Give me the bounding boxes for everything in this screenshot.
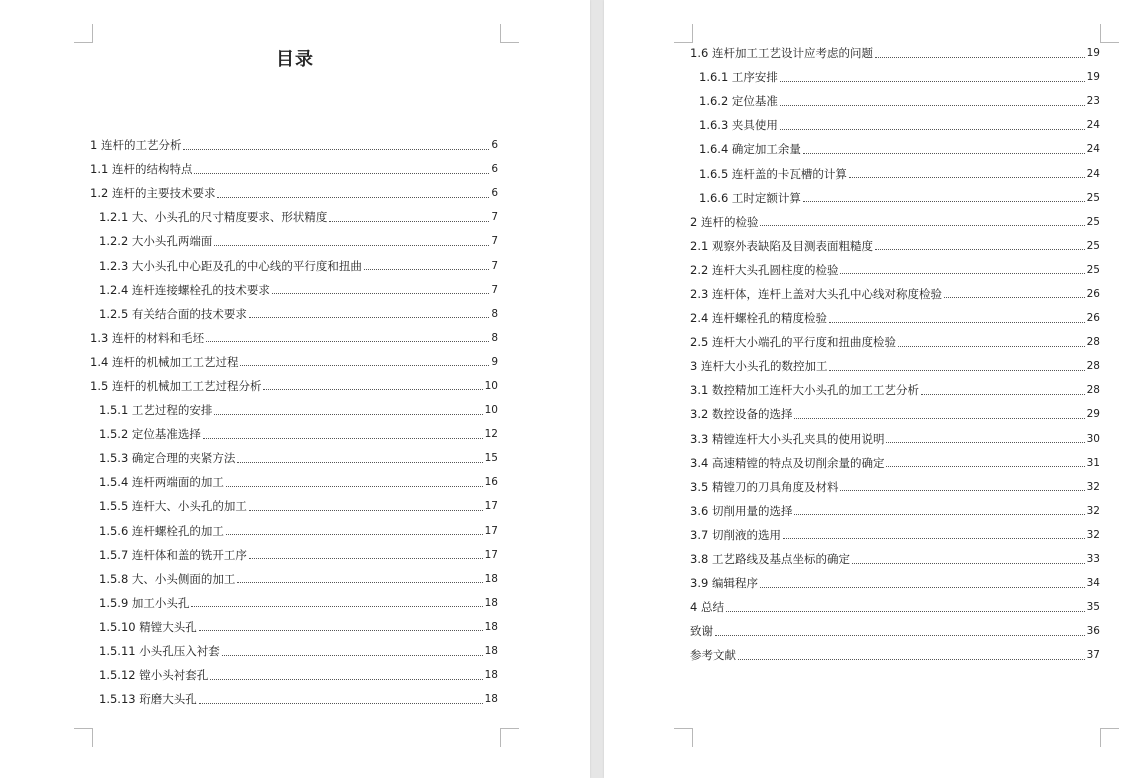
margin-corner-mark [1100,728,1119,747]
toc-entry[interactable] [90,494,498,518]
toc-leader-dots [875,57,1085,58]
toc-entry[interactable] [690,89,1100,113]
toc-entry[interactable] [690,258,1100,282]
toc-entry-title: 1.5.5 连杆大、小头孔的加工 [99,499,247,514]
toc-entry[interactable] [90,543,498,567]
toc-page-number: 6 [491,187,498,200]
toc-page-number: 19 [1086,47,1100,60]
toc-entry-title: 1.5.11 小头孔压入衬套 [99,644,220,659]
toc-leader-dots [364,269,489,270]
toc-entry-title: 3.8 工艺路线及基点坐标的确定 [690,552,850,567]
toc-leader-dots [829,322,1085,323]
toc-entry[interactable] [690,595,1100,619]
toc-entry[interactable] [90,278,498,302]
toc-entry[interactable] [690,451,1100,475]
margin-corner-mark [74,24,93,43]
toc-entry-title: 3.2 数控设备的选择 [690,407,793,422]
toc-page-number: 6 [491,163,498,176]
margin-corner-mark [1100,24,1119,43]
toc-page-number: 25 [1086,239,1100,252]
toc-page-number: 17 [484,500,498,513]
toc-entry-title: 1.5.12 镗小头衬套孔 [99,668,209,683]
toc-leader-dots [803,153,1085,154]
toc-entry[interactable] [690,547,1100,571]
toc-leader-dots [898,346,1085,347]
toc-page-number: 25 [1086,263,1100,276]
toc-entry-title: 3.4 高速精镗的特点及切削余量的确定 [690,455,885,470]
toc-page-number: 31 [1086,456,1100,469]
toc-entry-title: 2.5 连杆大小端孔的平行度和扭曲度检验 [690,335,896,350]
toc-entry[interactable] [690,330,1100,354]
toc-leader-dots [726,611,1085,612]
toc-entry[interactable] [90,350,498,374]
toc-page-number: 29 [1086,408,1100,421]
toc-entry-title: 1.2.2 大小头孔两端面 [99,234,213,249]
toc-page-number: 23 [1086,95,1100,108]
toc-entry-title: 1 连杆的工艺分析 [90,138,182,153]
toc-leader-dots [921,394,1085,395]
toc-entry-title: 1.2.3 大小头孔中心距及孔的中心线的平行度和扭曲 [99,258,362,273]
toc-leader-dots [849,177,1085,178]
toc-entry[interactable] [690,306,1100,330]
toc-entry[interactable] [90,205,498,229]
toc-page-number: 18 [484,572,498,585]
toc-entry[interactable] [690,161,1100,185]
toc-page-number: 25 [1086,191,1100,204]
toc-entry[interactable] [690,354,1100,378]
toc-entry-title: 1.3 连杆的材料和毛坯 [90,330,204,345]
toc-page-number: 18 [484,620,498,633]
toc-entry-title: 1.2 连杆的主要技术要求 [90,186,216,201]
toc-entry[interactable] [690,475,1100,499]
toc-page-number: 17 [484,548,498,561]
toc-entry-title: 3.5 精镗刀的刀具角度及材料 [690,479,839,494]
toc-leader-dots [272,293,489,294]
toc-entry-title: 1.5.9 加工小头孔 [99,595,190,610]
toc-entry[interactable] [90,687,498,711]
toc-entry-title: 3.3 精镗连杆大小头孔夹具的使用说明 [690,431,885,446]
toc-entry-title: 1.6.1 工序安排 [699,70,778,85]
toc-entry-title: 参考文献 [690,648,736,663]
toc-page-number: 10 [484,379,498,392]
toc-leader-dots [875,249,1085,250]
toc-page-number: 30 [1086,432,1100,445]
toc-leader-dots [780,81,1085,82]
toc-leader-dots [829,370,1084,371]
toc-leader-dots [780,105,1085,106]
toc-entry[interactable] [90,229,498,253]
toc-page-number: 18 [484,693,498,706]
toc-page-number: 16 [484,476,498,489]
toc-entry-title: 1.5 连杆的机械加工工艺过程分析 [90,378,262,393]
toc-entry[interactable] [690,643,1100,667]
toc-entry[interactable] [90,519,498,543]
toc-leader-dots [263,389,482,390]
toc-entry-title: 4 总结 [690,600,724,615]
toc-page-number: 26 [1086,287,1100,300]
toc-leader-dots [840,490,1084,491]
toc-leader-dots [249,317,489,318]
toc-page-number: 7 [491,259,498,272]
toc-leader-dots [194,173,489,174]
margin-corner-mark [500,24,519,43]
toc-entry[interactable] [90,422,498,446]
toc-entry-title: 1.2.5 有关结合面的技术要求 [99,306,247,321]
toc-page-number: 7 [491,211,498,224]
toc-leader-dots [329,221,489,222]
toc-page-number: 32 [1086,528,1100,541]
toc-leader-dots [191,606,482,607]
toc-entry-title: 1.2.1 大、小头孔的尺寸精度要求、形状精度 [99,210,328,225]
toc-entry[interactable] [690,402,1100,426]
toc-entry-title: 1.5.13 珩磨大头孔 [99,692,197,707]
toc-leader-dots [886,466,1084,467]
toc-entry[interactable] [90,470,498,494]
toc-entry-title: 1.5.6 连杆螺栓孔的加工 [99,523,224,538]
toc-leader-dots [944,297,1085,298]
toc-leader-dots [760,587,1085,588]
toc-entry[interactable] [90,591,498,615]
toc-entry[interactable] [690,113,1100,137]
toc-page-number: 18 [484,645,498,658]
toc-page-number: 25 [1086,215,1100,228]
toc-entry-title: 3.7 切削液的选用 [690,527,781,542]
toc-entry[interactable] [90,253,498,277]
toc-entry[interactable] [90,639,498,663]
toc-entry-title: 1.6.6 工时定额计算 [699,190,801,205]
toc-entry-title: 1.5.1 工艺过程的安排 [99,403,213,418]
toc-leader-dots [183,149,489,150]
toc-leader-dots [226,534,483,535]
toc-leader-dots [237,462,482,463]
toc-leader-dots [852,563,1085,564]
toc-entry[interactable] [90,398,498,422]
toc-leader-dots [240,365,489,366]
toc-page-number: 28 [1086,336,1100,349]
toc-page-number: 28 [1086,360,1100,373]
toc-entry[interactable] [90,663,498,687]
toc-entry[interactable] [690,523,1100,547]
toc-leader-dots [237,582,482,583]
toc-leader-dots [794,514,1084,515]
toc-leader-dots [249,558,483,559]
toc-entry-title: 致谢 [690,624,713,639]
toc-leader-dots [199,630,483,631]
toc-page-number: 32 [1086,480,1100,493]
toc-leader-dots [217,197,489,198]
toc-page-number: 36 [1086,625,1100,638]
toc-entry-title: 3.9 编辑程序 [690,576,758,591]
toc-entry-title: 2.1 观察外表缺陷及目测表面粗糙度 [690,238,873,253]
toc-leader-dots [249,510,483,511]
toc-leader-dots [783,538,1085,539]
toc-leader-dots [199,703,483,704]
toc-leader-dots [715,635,1085,636]
toc-entry-title: 1.5.3 确定合理的夹紧方法 [99,451,236,466]
margin-corner-mark [674,728,693,747]
toc-entry-title: 2.4 连杆螺栓孔的精度检验 [690,311,827,326]
toc-page-number: 33 [1086,553,1100,566]
toc-page-number: 18 [484,596,498,609]
toc-entry[interactable] [90,326,498,350]
toc-entry[interactable] [690,282,1100,306]
toc-page-number: 19 [1086,71,1100,84]
toc-leader-dots [840,273,1084,274]
toc-entry-title: 1.5.8 大、小头侧面的加工 [99,571,236,586]
toc-entry-title: 1.2.4 连杆连接螺栓孔的技术要求 [99,282,270,297]
toc-entry[interactable] [690,619,1100,643]
toc-page-number: 24 [1086,119,1100,132]
toc-entry[interactable] [690,65,1100,89]
toc-entry[interactable] [690,499,1100,523]
toc-page-number: 24 [1086,143,1100,156]
toc-leader-dots [210,679,482,680]
toc-entry[interactable] [90,181,498,205]
toc-leader-dots [803,201,1085,202]
toc-entry-title: 1.4 连杆的机械加工工艺过程 [90,354,239,369]
toc-leader-dots [203,438,483,439]
toc-entry-title: 1.1 连杆的结构特点 [90,162,193,177]
toc-entry[interactable] [690,41,1100,65]
toc-entry[interactable] [90,133,498,157]
toc-entry[interactable] [90,446,498,470]
toc-entry[interactable] [90,157,498,181]
toc-entry-title: 2.2 连杆大头孔圆柱度的检验 [690,262,839,277]
toc-entry-title: 1.6.3 夹具使用 [699,118,778,133]
toc-page-number: 35 [1086,601,1100,614]
toc-page-number: 8 [491,331,498,344]
toc-page-number: 24 [1086,167,1100,180]
toc-page-number: 37 [1086,649,1100,662]
toc-entry[interactable] [90,567,498,591]
toc-leader-dots [780,129,1085,130]
toc-entry-title: 2.3 连杆体，连杆上盖对大头孔中心线对称度检验 [690,286,942,301]
toc-leader-dots [760,225,1084,226]
margin-corner-mark [74,728,93,747]
toc-entry-title: 1.5.7 连杆体和盖的铣开工序 [99,547,247,562]
toc-page-number: 7 [491,283,498,296]
toc-entry[interactable] [690,137,1100,161]
toc-entry[interactable] [90,374,498,398]
toc-entry-title: 3.1 数控精加工连杆大小头孔的加工工艺分析 [690,383,919,398]
toc-entry-title: 1.5.2 定位基准选择 [99,427,201,442]
toc-page-number: 6 [491,139,498,152]
toc-entry[interactable] [690,186,1100,210]
toc-page-number: 18 [484,669,498,682]
toc-page-number: 28 [1086,384,1100,397]
toc-entry[interactable] [90,615,498,639]
toc-entry-title: 3 连杆大小头孔的数控加工 [690,359,828,374]
toc-entry[interactable] [690,427,1100,451]
toc-entry-title: 1.6.2 定位基准 [699,94,778,109]
toc-title: 目录 [276,49,314,70]
toc-entry-title: 1.6 连杆加工工艺设计应考虑的问题 [690,46,873,61]
toc-leader-dots [214,414,482,415]
toc-entry-title: 1.5.10 精镗大头孔 [99,619,197,634]
toc-page-number: 34 [1086,577,1100,590]
toc-page-number: 9 [491,355,498,368]
toc-entry-title: 1.6.4 确定加工余量 [699,142,801,157]
toc-page-number: 8 [491,307,498,320]
toc-entry-title: 1.5.4 连杆两端面的加工 [99,475,224,490]
toc-entry-title: 2 连杆的检验 [690,214,759,229]
toc-page-number: 7 [491,235,498,248]
toc-leader-dots [214,245,489,246]
toc-page-number: 10 [484,404,498,417]
toc-entry-title: 1.6.5 连杆盖的卡瓦槽的计算 [699,166,847,181]
toc-leader-dots [206,341,489,342]
toc-page-number: 17 [484,524,498,537]
toc-leader-dots [794,418,1084,419]
toc-page-number: 26 [1086,312,1100,325]
toc-list-left [90,133,498,711]
toc-leader-dots [738,659,1085,660]
toc-entry-title: 3.6 切削用量的选择 [690,503,793,518]
toc-entry[interactable] [90,302,498,326]
toc-entry[interactable] [690,210,1100,234]
toc-entry[interactable] [690,571,1100,595]
toc-page-number: 15 [484,452,498,465]
toc-page-number: 12 [484,428,498,441]
toc-leader-dots [226,486,483,487]
toc-leader-dots [222,655,483,656]
toc-leader-dots [886,442,1084,443]
toc-page-number: 32 [1086,504,1100,517]
margin-corner-mark [500,728,519,747]
toc-entry[interactable] [690,234,1100,258]
toc-entry[interactable] [690,378,1100,402]
toc-list-right [690,41,1100,667]
